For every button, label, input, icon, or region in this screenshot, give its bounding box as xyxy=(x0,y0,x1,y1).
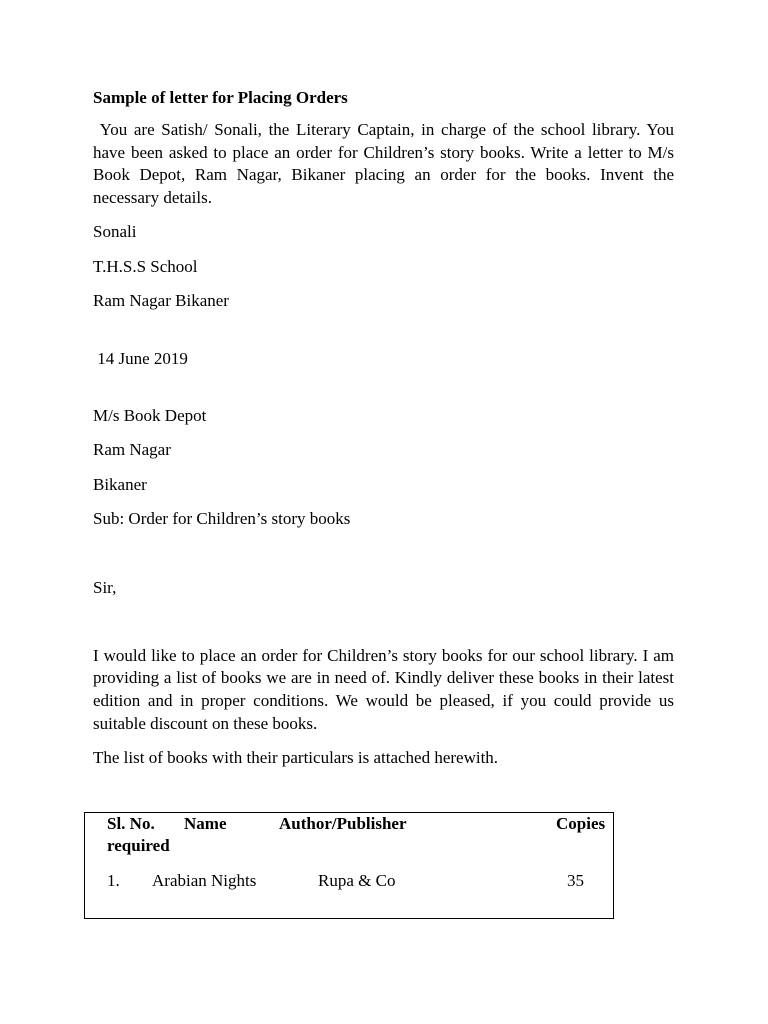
header-slno: Sl. No. xyxy=(107,814,155,833)
header-copies: Copies xyxy=(556,814,606,833)
recipient-line2: Bikaner xyxy=(93,474,147,494)
books-table xyxy=(84,812,614,919)
sender-name: Sonali xyxy=(93,222,137,242)
recipient-name: M/s Book Depot xyxy=(93,405,207,425)
letter-body: I would like to place an order for Children’s story books for our school library. I am providing a list of books we are in need of. Kindly deliver these books in their latest edition and in proper conditions. We would be pleased, if you could provide us suitable discount on these books. xyxy=(93,645,674,733)
row-copies: 35 xyxy=(567,871,584,890)
row-author: Rupa & Co xyxy=(318,871,396,890)
salutation: Sir, xyxy=(93,577,117,597)
letter-subject: Sub: Order for Children’s story books xyxy=(93,509,351,529)
letter-date: 14 June 2019 xyxy=(93,348,188,368)
header-required: required xyxy=(107,836,170,855)
header-name: Name xyxy=(184,814,227,833)
recipient-line1: Ram Nagar xyxy=(93,440,171,460)
header-author: Author/Publisher xyxy=(279,814,407,833)
row-name: Arabian Nights xyxy=(152,871,257,890)
sender-school: T.H.S.S School xyxy=(93,256,198,276)
document-title: Sample of letter for Placing Orders xyxy=(93,88,348,107)
list-intro: The list of books with their particulars is attached herewith. xyxy=(93,748,499,768)
row-slno: 1. xyxy=(107,871,120,890)
letter-page xyxy=(93,88,679,782)
question-prompt: You are Satish/ Sonali, the Literary Captain, in charge of the school library. You have been asked to place an order for Children’s story books. Write a letter to M/s Book Depot, Ram Nagar, Bikaner placing an order for the books. Invent the necessary details. xyxy=(93,120,679,207)
sender-address: Ram Nagar Bikaner xyxy=(93,291,229,311)
